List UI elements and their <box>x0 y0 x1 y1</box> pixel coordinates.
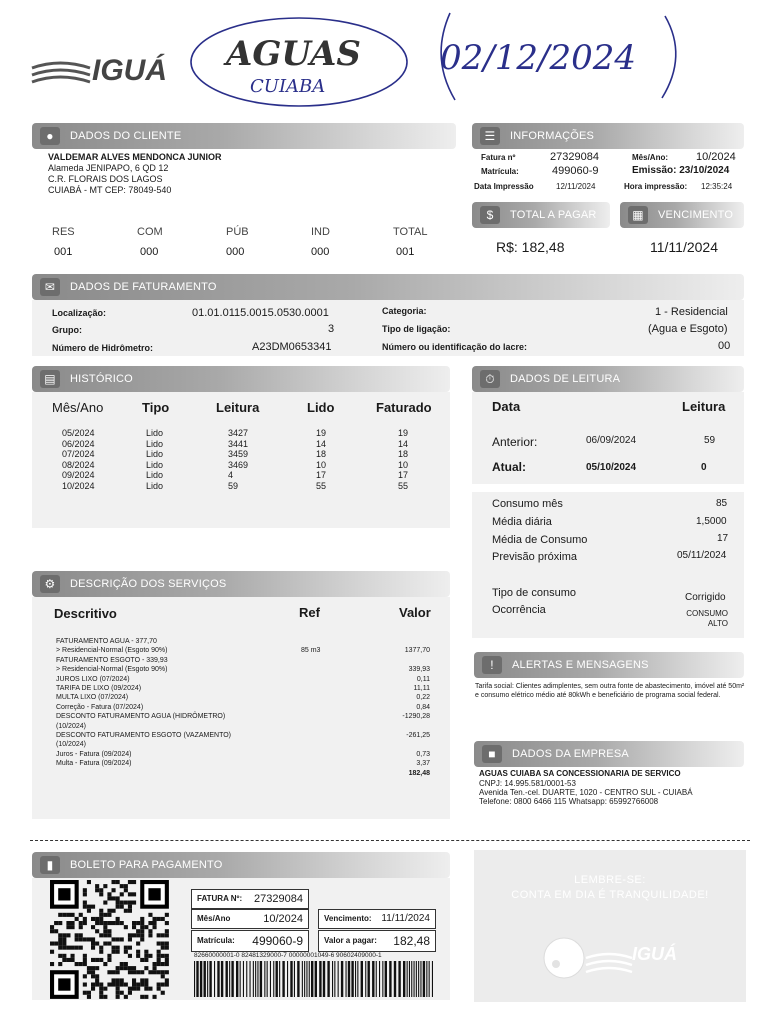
economia-value-total: 001 <box>396 246 415 258</box>
previsao: 05/11/2024 <box>677 550 727 561</box>
anterior-leitura: 59 <box>704 435 716 446</box>
boleto-vencimento-label: Vencimento: <box>324 914 372 923</box>
hist-cell: 14 <box>398 438 409 449</box>
hist-cell: 07/2024 <box>62 449 95 460</box>
servicos-col-ref: Ref <box>299 605 320 620</box>
atual-leitura: 0 <box>701 462 707 473</box>
vencimento-value: 11/11/2024 <box>650 239 718 255</box>
info-matricula: 499060-9 <box>552 165 599 177</box>
servico-desc: Juros - Fatura (09/2024) <box>56 750 132 758</box>
hand-logo-sub: CUIABA <box>250 76 326 97</box>
historico-header <box>32 366 450 392</box>
servico-desc: MULTA LIXO (07/2024) <box>56 694 129 702</box>
info-title: INFORMAÇÕES <box>510 130 595 142</box>
alert-icon: ! <box>482 656 502 674</box>
info-fatura-label: Fatura nº <box>481 153 516 162</box>
iguá-logo <box>30 50 180 90</box>
info-mes: 10/2024 <box>696 151 736 163</box>
vencimento-header <box>620 202 744 228</box>
ligacao-value: (Agua e Esgoto) <box>648 323 728 335</box>
hist-cell: 55 <box>316 481 327 491</box>
hist-cell: 14 <box>316 438 327 449</box>
info-icon: ☰ <box>480 127 500 145</box>
empresa-nome: AGUAS CUIABA SA CONCESSIONARIA DE SERVICO <box>479 769 681 778</box>
hist-col-tipo: Tipo <box>142 400 170 415</box>
servico-desc: TARIFA DE LIXO (09/2024) <box>56 685 142 692</box>
cliente-endereco1: Alameda JENIPAPO, 6 QD 12 <box>48 163 169 173</box>
servico-desc: DESCONTO FATURAMENTO AGUA (HIDRÔMETRO) <box>56 713 226 721</box>
empresa-cnpj: CNPJ: 14.995.581/0001-53 <box>479 779 576 788</box>
servico-valor: 11,11 <box>413 685 430 692</box>
media-diaria: 1,5000 <box>696 516 727 527</box>
hist-cell: 59 <box>228 481 239 491</box>
info-emissao: Emissão: 23/10/2024 <box>632 165 730 176</box>
localizacao-value: 01.01.0115.0015.0530.0001 <box>192 307 329 319</box>
atual-label: Atual: <box>492 460 526 474</box>
servicos-header <box>32 571 450 597</box>
servico-valor: 339,93 <box>408 666 430 674</box>
boleto-mes-box <box>191 909 309 929</box>
servico-desc: FATURAMENTO AGUA - 377,70 <box>56 638 157 645</box>
hist-cell: 55 <box>398 481 409 491</box>
ocorrencia-label: Ocorrência <box>492 604 546 616</box>
hidrometro-value: A23DM0653341 <box>252 341 332 353</box>
boleto-title: BOLETO PARA PAGAMENTO <box>70 859 223 871</box>
info-hora: 12:35:24 <box>701 182 733 191</box>
servicos-col-valor: Valor <box>399 605 431 620</box>
lembre-logo: IGUÁ <box>632 944 677 964</box>
hist-cell: 3427 <box>228 428 249 438</box>
lembre-wave-icon <box>584 948 634 978</box>
alertas-title: ALERTAS E MENSAGENS <box>512 659 649 671</box>
hist-cell: Lido <box>146 428 164 438</box>
servicos-title: DESCRIÇÃO DOS SERVIÇOS <box>70 578 227 590</box>
qr-code <box>50 880 180 1000</box>
leitura-title: DADOS DE LEITURA <box>510 373 621 385</box>
lembre-line2: CONTA EM DIA É TRANQUILIDADE! <box>511 889 709 901</box>
info-header <box>472 123 744 149</box>
boleto-valor-box <box>318 930 436 952</box>
servico-valor: 0,73 <box>416 750 430 758</box>
total-title: TOTAL A PAGAR <box>510 209 597 221</box>
consumo-mes-label: Consumo mês <box>492 498 563 510</box>
empresa-title: DADOS DA EMPRESA <box>512 748 629 760</box>
hist-cell: 18 <box>398 449 409 460</box>
economia-header-pub: PÚB <box>226 226 249 238</box>
empresa-telefone: Telefone: 0800 6466 115 Whatsapp: 65992766008 <box>479 797 659 806</box>
hist-cell: 10 <box>316 459 327 470</box>
boleto-matricula-box <box>191 930 309 952</box>
hist-cell: 09/2024 <box>62 470 95 481</box>
hist-col-faturado: Faturado <box>376 400 432 415</box>
brand-text: IGUÁ <box>92 54 167 87</box>
boleto-fatura: 27329084 <box>254 893 303 905</box>
atual-data: 05/10/2024 <box>586 462 637 473</box>
hist-cell: 10/2024 <box>62 481 95 491</box>
info-mes-label: Mês/Ano: <box>632 153 668 162</box>
boleto-mes-label: Mês/Ano <box>197 914 231 923</box>
cliente-endereco2: C.R. FLORAIS DOS LAGOS <box>48 174 163 184</box>
info-hora-label: Hora impressão: <box>624 182 688 191</box>
hist-col-lido: Lido <box>307 400 335 415</box>
economia-header-ind: IND <box>311 226 330 238</box>
servico-desc: JUROS LIXO (07/2024) <box>56 675 130 683</box>
cliente-title: DADOS DO CLIENTE <box>70 130 182 142</box>
servico-valor: 0,11 <box>416 675 430 683</box>
hist-cell: Lido <box>146 438 164 449</box>
cliente-header <box>32 123 456 149</box>
servico-desc: > Residencial-Normal (Esgoto 90%) <box>56 666 168 674</box>
cliente-endereco3: CUIABÁ - MT CEP: 78049-540 <box>48 185 172 195</box>
servico-ref: 85 m3 <box>301 647 321 655</box>
economia-header-com: COM <box>137 226 163 238</box>
alertas-header <box>474 652 744 678</box>
hist-cell: 3441 <box>228 438 249 449</box>
boleto-matricula: 499060-9 <box>252 934 303 948</box>
servico-valor: 0,84 <box>416 703 430 711</box>
vencimento-title: VENCIMENTO <box>658 209 734 221</box>
hist-cell: Lido <box>146 481 164 491</box>
hist-cell: 17 <box>398 470 409 481</box>
hist-cell: 10 <box>398 459 409 470</box>
info-impressao-label: Data Impressão <box>474 182 534 191</box>
lacre-label: Número ou identificação do lacre: <box>382 342 528 352</box>
hist-cell: 17 <box>316 470 327 481</box>
faturamento-header <box>32 274 744 300</box>
boleto-fatura-box <box>191 889 309 909</box>
hist-cell: Lido <box>146 449 164 460</box>
historico-title: HISTÓRICO <box>70 373 133 385</box>
economia-value-ind: 000 <box>311 246 330 258</box>
ligacao-label: Tipo de ligação: <box>382 324 451 334</box>
categoria-value: 1 - Residencial <box>655 306 728 318</box>
billing-icon: ✉ <box>40 278 60 296</box>
leitura-header <box>472 366 744 392</box>
boleto-mes: 10/2024 <box>263 913 303 925</box>
info-matricula-label: Matrícula: <box>481 167 519 176</box>
economia-header-res: RES <box>52 226 75 238</box>
user-icon: ● <box>40 127 60 145</box>
economia-header-total: TOTAL <box>393 226 428 238</box>
lacre-value: 00 <box>718 340 731 352</box>
consumo-mes: 85 <box>716 498 728 509</box>
boleto-vencimento-box <box>318 909 436 929</box>
hist-cell: Lido <box>146 459 164 470</box>
boleto-vencimento: 11/11/2024 <box>381 913 430 924</box>
hand-logo: AGUAS <box>226 34 361 74</box>
ocorrencia-2: ALTO <box>707 619 728 628</box>
boleto-header <box>32 852 450 878</box>
hist-cell: 19 <box>398 428 409 438</box>
building-icon: ■ <box>482 745 502 763</box>
boleto-valor: 182,48 <box>393 934 430 948</box>
hand-date: 02/12/2024 <box>440 38 636 78</box>
economia-value-com: 000 <box>140 246 159 258</box>
servico-desc: Correção - Fatura (07/2024) <box>56 703 144 711</box>
boleto-fatura-label: FATURA Nº: <box>197 894 243 903</box>
hist-cell: 19 <box>316 428 327 438</box>
servico-desc: > Residencial-Normal (Esgoto 90%) <box>56 647 168 655</box>
lembre-line1: LEMBRE-SE: <box>574 874 646 886</box>
hist-col-leitura: Leitura <box>216 400 260 415</box>
media-diaria-label: Média diária <box>492 516 552 528</box>
cut-line <box>30 840 750 841</box>
empresa-endereco: Avenida Ten.-cel. DUARTE, 1020 - CENTRO SUL - CUIABÁ <box>479 788 693 797</box>
servico-valor: 0,22 <box>416 694 430 702</box>
calendar-icon: ▦ <box>628 206 648 224</box>
hidrometro-label: Número de Hidrômetro: <box>52 343 154 353</box>
economia-value-res: 001 <box>54 246 73 258</box>
categoria-label: Categoria: <box>382 306 427 316</box>
boleto-matricula-label: Matrícula: <box>197 936 235 945</box>
media-consumo: 17 <box>717 533 729 544</box>
ocorrencia-1: CONSUMO <box>686 609 728 618</box>
meter-icon: ⏱ <box>480 370 500 388</box>
grupo-value: 3 <box>328 323 335 335</box>
alertas-text: Tarifa social: Clientes adimplentes, sem outra fonte de abastecimento, imóvel até 50m² e consumo elétrico médio até 80kWh e beneficiário de programa social federal. <box>475 683 745 699</box>
anterior-data: 06/09/2024 <box>586 435 637 446</box>
servico-desc: DESCONTO FATURAMENTO ESGOTO (VAZAMENTO) <box>56 732 232 739</box>
media-consumo-label: Média de Consumo <box>492 534 588 546</box>
previsao-label: Previsão próxima <box>492 551 577 563</box>
hist-cell: 3469 <box>228 459 249 470</box>
servico-valor: -1290,28 <box>402 713 430 721</box>
tipo-consumo-label: Tipo de consumo <box>492 587 576 599</box>
cliente-nome: VALDEMAR ALVES MENDONCA JUNIOR <box>48 152 222 162</box>
servico-valor: 182,48 <box>408 769 430 777</box>
localizacao-label: Localização: <box>52 308 107 318</box>
info-fatura: 27329084 <box>550 151 599 163</box>
leitura-col-leitura: Leitura <box>682 399 726 414</box>
servico-desc: FATURAMENTO ESGOTO - 339,93 <box>56 656 168 664</box>
leitura-col-data: Data <box>492 399 521 414</box>
hist-cell: 06/2024 <box>62 438 95 449</box>
hist-cell: 3459 <box>228 449 249 460</box>
servico-valor: 3,37 <box>416 760 430 768</box>
hand-date-bracket <box>430 8 690 108</box>
hist-cell: 08/2024 <box>62 459 95 470</box>
servicos-col-descritivo: Descritivo <box>54 606 117 621</box>
total-header <box>472 202 610 228</box>
servico-desc: (10/2024) <box>56 741 86 749</box>
servico-valor: 1377,70 <box>404 647 430 655</box>
boleto-valor-label: Valor a pagar: <box>324 936 377 945</box>
servico-valor: -261,25 <box>406 732 430 739</box>
history-icon: ▤ <box>40 370 60 388</box>
servico-desc: Multa - Fatura (09/2024) <box>56 760 132 768</box>
barcode-icon: ▮ <box>40 856 60 874</box>
hist-col-mes: Mês/Ano <box>52 400 104 415</box>
lembre-panel <box>474 850 746 1002</box>
servico-desc: (10/2024) <box>56 722 86 730</box>
grupo-label: Grupo: <box>52 325 82 335</box>
money-icon: $ <box>480 206 500 224</box>
hist-cell: 4 <box>228 470 234 481</box>
hist-cell: 05/2024 <box>62 428 95 438</box>
info-impressao: 12/11/2024 <box>556 182 596 191</box>
hist-cell: Lido <box>146 470 164 481</box>
empresa-header <box>474 741 744 767</box>
linha-digitavel: 82660000001-0 82481329000-7 00000001049-6 90602409000-1 <box>194 952 382 959</box>
hist-cell: 18 <box>316 449 327 460</box>
gears-icon: ⚙ <box>40 575 60 593</box>
total-value: R$: 182,48 <box>496 239 565 255</box>
economia-value-pub: 000 <box>226 246 245 258</box>
barcode <box>194 961 434 997</box>
anterior-label: Anterior: <box>492 435 538 449</box>
tipo-consumo: Corrigido <box>685 592 726 603</box>
faturamento-title: DADOS DE FATURAMENTO <box>70 281 217 293</box>
